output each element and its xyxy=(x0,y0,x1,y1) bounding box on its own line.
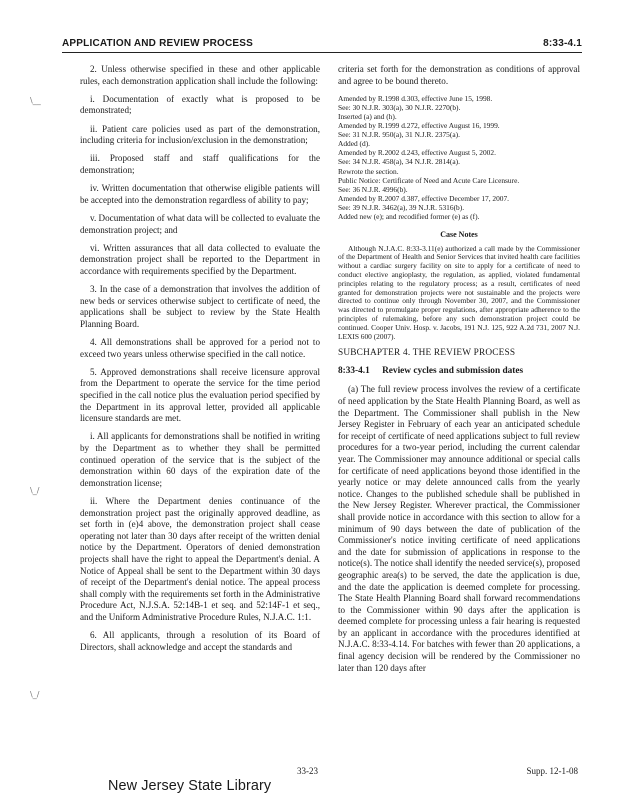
paragraph-6: 6. All applicants, through a resolution of its Board of Directors, shall acknowledge and accept the standards and xyxy=(80,630,320,652)
case-notes-title: Case Notes xyxy=(440,230,478,240)
paragraph-2-iii: iii. Proposed staff and staff qualifications for the demonstration; xyxy=(80,153,320,175)
paragraph-3: 3. In the case of a demonstration that involves the addition of new beds or services otherwise subject to certificate of need, the applications shall be subject to review by the State Health Planning Board. xyxy=(80,284,320,329)
supplement-date: Supp. 12-1-08 xyxy=(526,766,578,776)
amendment-line: See: 34 N.J.R. 458(a), 34 N.J.R. 2814(a). xyxy=(338,157,460,167)
amendment-note: Added (d). xyxy=(338,139,371,149)
running-header xyxy=(62,38,582,49)
left-column xyxy=(80,64,320,660)
amendment-line: Public Notice: Certificate of Need and Acute Care Licensure. xyxy=(338,175,520,185)
case-notes-text: Although N.J.A.C. 8:33-3.11(e) authorized a call made by the Commissioner of the Department of Health and Senior Services that invited health care facilities without a cardiac surgery facility on site to apply for a certificate of need to conduct elective angioplasty, the regulation, as applied, violated fundamental principles relating to the regulatory process; as a result, certificates of need granted for demonstration projects were not sustainable and the projects were directed to continue only through November 30, 2007, and the Commissioner was directed to promulgate proper regulations, after appropriate adherence to the principles of rulemaking, before any such demonstration project could be continued. Cooper Univ. Hosp. v. Jacobs, 191 N.J. 125, 922 A.2d 731, 2007 N.J. LEXIS 600 (2007). xyxy=(338,243,580,341)
right-column xyxy=(338,64,580,681)
paragraph-2-iv: iv. Written documentation that otherwise eligible patients will be accepted into the demonstration regardless of ability to pay; xyxy=(80,183,320,205)
amendment-line: See: 30 N.J.R. 303(a), 30 N.J.R. 2270(b). xyxy=(338,102,461,112)
amendment-line: Amended by R.1998 d.303, effective June 15, 1998. xyxy=(338,93,493,103)
header-title: APPLICATION AND REVIEW PROCESS xyxy=(62,38,254,49)
amendment-history xyxy=(338,94,580,221)
page-number: 33-23 xyxy=(297,766,318,776)
section-heading xyxy=(338,366,580,378)
section-title: Review cycles and submission dates xyxy=(382,366,524,377)
amendment-line: See: 31 N.J.R. 950(a), 31 N.J.R. 2375(a). xyxy=(338,130,460,140)
amendment-line: Amended by R.1999 d.272, effective August 16, 1999. xyxy=(338,121,500,131)
margin-mark: \__ xyxy=(30,96,41,105)
amendment-line: Amended by R.2007 d.387, effective December 17, 2007. xyxy=(338,193,510,203)
amendment-line: See: 39 N.J.R. 3462(a), 39 N.J.R. 5316(b). xyxy=(338,202,465,212)
amendment-note: Rewrote the section. xyxy=(338,166,399,176)
paragraph-5: 5. Approved demonstrations shall receive licensure approval from the Department to operate the service for the time period specified in the call notice plus the evaluation period specified by the Department in its approval letter, provided all applicable licensure standards are met. xyxy=(80,366,320,424)
paragraph-5-ii: ii. Where the Department denies continuance of the demonstration project past the originally approved deadline, as set forth in (e)4 above, the demonstration project shall cease operating not later than 30 days after receipt of the written denial notice by the Department. Operators of denied demonstration projects shall have the right to appeal the Department's denial. A Notice of Appeal shall be sent to the Department within 30 days of receipt of the Department's denial notice. The appeal process shall comply with the requirements set forth in the Administrative Procedure Act, N.J.S.A. 52:14B-1 et seq. and 52:14F-1 et seq., and the Uniform Administrative Procedure Rules, N.J.A.C. 1:1. xyxy=(80,495,320,622)
subchapter-heading: SUBCHAPTER 4. THE REVIEW PROCESS xyxy=(338,348,516,359)
section-number: 8:33-4.1 xyxy=(338,366,370,377)
margin-mark: \_/ xyxy=(30,690,40,699)
margin-mark: \_/ xyxy=(30,486,40,495)
amendment-note: Added new (e); and recodified former (e) as (f). xyxy=(338,212,480,221)
paragraph-2-vi: vi. Written assurances that all data collected to evaluate the demonstration project shall be reported to the Department in accordance with requirements specified by the Department. xyxy=(80,242,320,276)
paragraph-2-i: i. Documentation of exactly what is proposed to be demonstrated; xyxy=(80,93,320,116)
section-paragraph-a: (a) The full review process involves the review of a certificate of need application by the State Health Planning Board, as well as the Department. The Commissioner shall publish in the New Jersey Register in February of each year an anticipated schedule for receipt of certificate of need applications subject to full review procedures for a two-year period, including the current calendar year. The Commissioner may announce additional or special calls for certificate of need applications beyond those identified in the yearly notice or may delete announced calls from the yearly notice. Changes to the published schedule shall be published in the New Jersey Register. Wherever practical, the Commissioner shall provide notice in accordance with this section to allow for a minimum of 90 days between the date of publication of the Commissioner's notice inviting certificate of need applications and the date for submission of applications in response to the notice(s). The notice shall identify the needed service(s), proposed geographic area(s) to be served, the date the application is due, and the date the application is deemed complete for processing. The State Health Planning Board shall forward recommendations to the Commissioner within 90 days after the application is deemed complete for processing unless a fair hearing is requested by an applicant in accordance with the procedures identified at N.J.A.C. 8:33-4.14. For batches with fewer than 20 applications, a final agency decision will be rendered by the Commissioner no later than 120 days after xyxy=(338,384,580,673)
paragraph-2-ii: ii. Patient care policies used as part of the demonstration, including criteria for inclusion/exclusion in the demonstration; xyxy=(80,123,320,146)
amendment-line: Amended by R.2002 d.243, effective August 5, 2002. xyxy=(338,148,496,158)
paragraph-4: 4. All demonstrations shall be approved for a period not to exceed two years unless otherwise specified in the call notice. xyxy=(80,337,320,359)
header-section-number: 8:33-4.1 xyxy=(543,38,582,49)
header-rule xyxy=(62,52,582,53)
paragraph-5-i: i. All applicants for demonstrations shall be notified in writing by the Department as to whether they shall be permitted continued operation of the service that is the subject of the demonstration within 60 days of the expiration date of the demonstration license; xyxy=(80,431,320,488)
amendment-line: See: 36 N.J.R. 4996(b). xyxy=(338,184,408,194)
paragraph-6-continued: criteria set forth for the demonstration as conditions of approval and agree to be bound thereto. xyxy=(338,64,580,86)
library-stamp: New Jersey State Library xyxy=(108,777,272,794)
paragraph-2: 2. Unless otherwise specified in these and other applicable rules, each demonstration application shall include the following: xyxy=(80,64,320,86)
paragraph-2-v: v. Documentation of what data will be collected to evaluate the demonstration project; and xyxy=(80,212,320,235)
amendment-note: Inserted (a) and (h). xyxy=(338,111,397,121)
